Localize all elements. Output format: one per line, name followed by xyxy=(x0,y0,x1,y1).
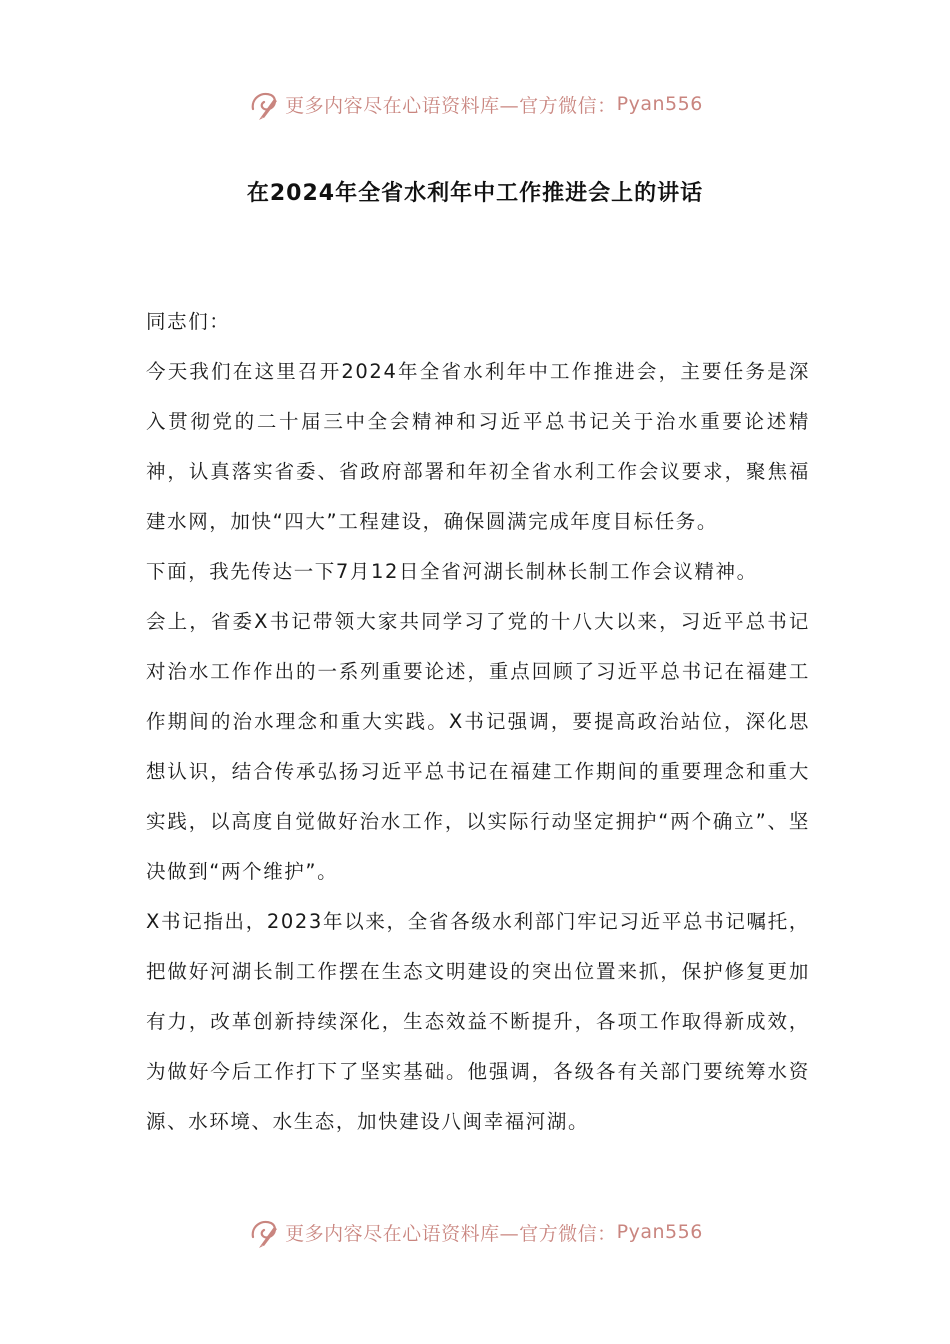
wechat-id: Pyan556 xyxy=(616,1221,703,1243)
pen-swirl-logo-icon xyxy=(247,87,281,121)
paragraph-2: 下面，我先传达一下7月12日全省河湖长制林长制工作会议精神。 xyxy=(146,560,758,583)
paragraph-1: 今天我们在这里召开2024年全省水利年中工作推进会，主要任务是深入贯彻党的二十届三中全会精神和习近平总书记关于治水重要论述精神，认真落实省委、省政府部署和年初全省水利工作会议要求，聚焦福建水网，加快“四大”工程建设，确保圆满完成年度目标任务。 xyxy=(146,360,810,533)
speech-body xyxy=(146,297,810,1147)
paragraph-4: X书记指出，2023年以来，全省各级水利部门牢记习近平总书记嘱托，把做好河湖长制工作摆在生态文明建设的突出位置来抓，保护修复更加有力，改革创新持续深化，生态效益不断提升，各项工作取得新成效，为做好今后工作打下了坚实基础。他强调，各级各有关部门要统筹水资源、水环境、水生态，加快建设八闽幸福河湖。 xyxy=(146,910,810,1133)
footer-banner xyxy=(0,1212,950,1252)
banner-text: 更多内容尽在心语资料库—官方微信： xyxy=(285,1222,617,1245)
banner-text: 更多内容尽在心语资料库—官方微信： xyxy=(285,94,617,117)
header-banner xyxy=(0,84,950,124)
salutation: 同志们： xyxy=(146,310,231,333)
page-title: 在2024年全省水利年中工作推进会上的讲话 xyxy=(246,181,704,206)
pen-swirl-logo-icon xyxy=(247,1215,281,1249)
wechat-id: Pyan556 xyxy=(616,93,703,115)
paragraph-3: 会上，省委X书记带领大家共同学习了党的十八大以来，习近平总书记对治水工作作出的一系列重要论述，重点回顾了习近平总书记在福建工作期间的治水理念和重大实践。X书记强调，要提高政治站位，深化思想认识，结合传承弘扬习近平总书记在福建工作期间的重要理念和重大实践，以高度自觉做好治水工作，以实际行动坚定拥护“两个确立”、坚决做到“两个维护”。 xyxy=(146,610,810,883)
